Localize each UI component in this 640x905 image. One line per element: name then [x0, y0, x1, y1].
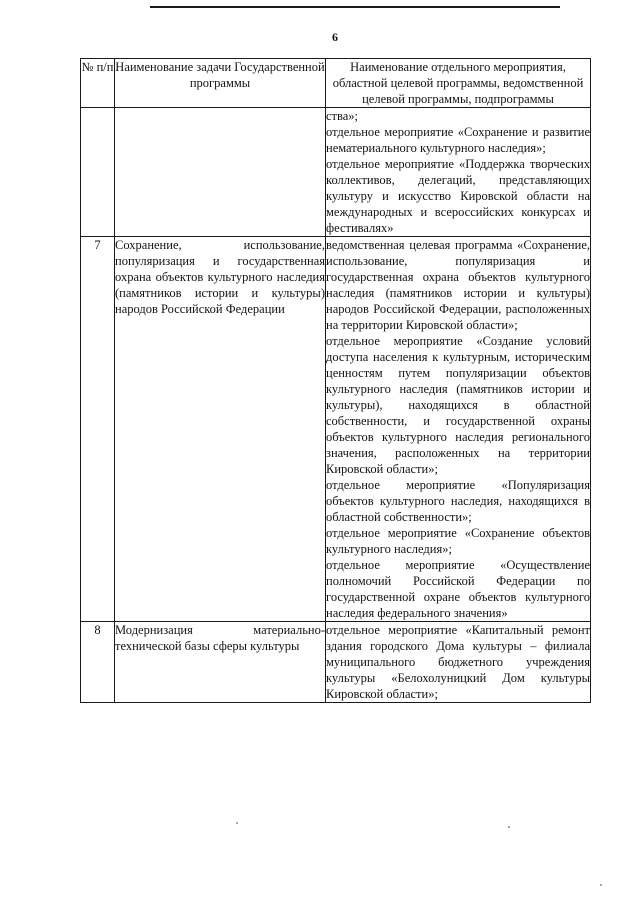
header-row	[81, 59, 591, 108]
table-row	[81, 237, 591, 622]
row-number: 8	[81, 622, 115, 703]
event-cell	[326, 237, 591, 622]
program-table	[80, 58, 591, 703]
task-cell: Сохранение, использование, популяризация и государственная охрана объектов культурного наследия (памятников истории и культуры) народов Российской Федерации	[115, 237, 326, 622]
scan-speck	[600, 884, 602, 886]
event-text: ства»;	[326, 109, 359, 123]
row-number: 7	[81, 237, 115, 622]
page-number: 6	[332, 30, 338, 44]
task-cell: Модернизация материально-технической базы сферы культуры	[115, 622, 326, 703]
event-text: отдельное мероприятие «Сохранение объектов культурного наследия»;	[326, 526, 590, 556]
event-cell	[326, 108, 591, 237]
task-cell	[115, 108, 326, 237]
event-text: ведомственная целевая программа «Сохранение, использование, популяризация и государственная охрана объектов культурного наследия (памятников истории и культуры) народов Российской Федерации, расположенных на территории Кировской области»;	[326, 238, 590, 332]
header-number: № п/п	[81, 59, 115, 108]
event-text: отдельное мероприятие «Поддержка творческих коллективов, делегаций, представляющих культуру и искусство Кировской области на международных и всероссийских конкурсах и фестивалях»	[326, 157, 590, 235]
table-row	[81, 108, 591, 237]
table-row	[81, 622, 591, 703]
event-cell	[326, 622, 591, 703]
event-text: отдельное мероприятие «Создание условий доступа населения к культурным, историческим ценностям путем популяризации объектов культурного наследия (памятников истории и культуры), находящихся в областной собственности, и государственной охраны объектов культурного наследия регионального значения, расположенных на территории Кировской области»;	[326, 334, 590, 476]
header-task: Наименование задачи Государственной программы	[115, 59, 326, 108]
row-number	[81, 108, 115, 237]
event-text: отдельное мероприятие «Капитальный ремонт здания городского Дома культуры – филиала муниципального бюджетного учреждения культуры «Белохолуницкий Дом культуры Кировской области»;	[326, 623, 590, 701]
event-text: отдельное мероприятие «Осуществление полномочий Российской Федерации по государственной охране объектов культурного наследия федерального значения»	[326, 558, 590, 620]
scan-speck	[508, 826, 510, 828]
scan-speck	[236, 822, 238, 824]
top-rule	[150, 6, 560, 8]
header-event: Наименование отдельного мероприятия, областной целевой программы, ведомственной целевой программы, подпрограммы	[326, 59, 591, 108]
event-text: отдельное мероприятие «Популяризация объектов культурного наследия, находящихся в областной собственности»;	[326, 478, 590, 524]
event-text: отдельное мероприятие «Сохранение и развитие нематериального культурного наследия»;	[326, 125, 590, 155]
